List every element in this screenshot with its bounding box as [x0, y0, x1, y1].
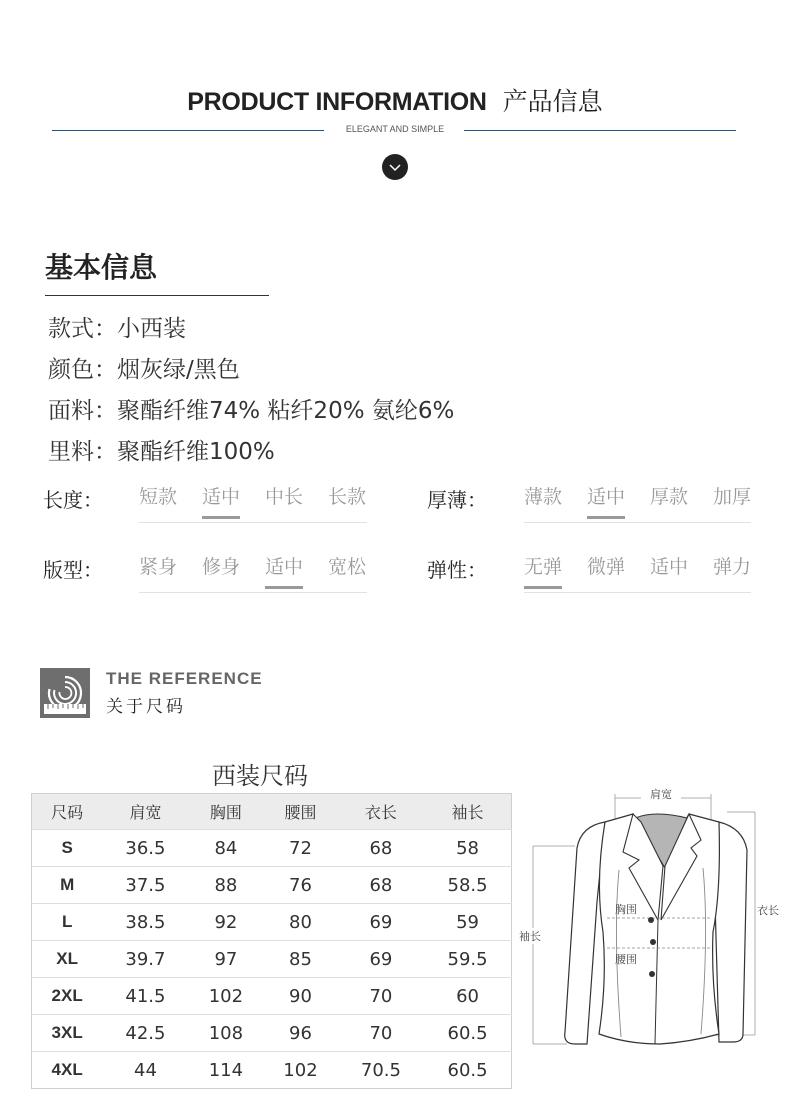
table-cell: 90	[263, 978, 338, 1015]
table-cell: 70	[338, 978, 424, 1015]
table-cell: 68	[338, 830, 424, 867]
table-cell: 41.5	[102, 978, 188, 1015]
table-header-row	[32, 794, 512, 830]
cell-size: 4XL	[32, 1052, 103, 1089]
table-cell: 58	[424, 830, 511, 867]
elasticity-option: 微弹	[587, 556, 626, 578]
elasticity-label: 弹性：	[427, 558, 487, 582]
table-cell: 70.5	[338, 1052, 424, 1089]
cell-size: M	[32, 867, 103, 904]
table-cell: 92	[189, 904, 264, 941]
table-cell: 39.7	[102, 941, 188, 978]
table-row	[32, 1052, 512, 1089]
table-cell: 84	[189, 830, 264, 867]
page-title	[0, 82, 790, 118]
length-option: 中长	[265, 486, 304, 508]
table-cell: 102	[189, 978, 264, 1015]
chest-label: 胸围	[615, 903, 637, 916]
waist-label: 腰围	[615, 953, 637, 966]
thickness-options	[524, 482, 751, 523]
header-waist: 腰围	[263, 794, 338, 830]
table-cell: 44	[102, 1052, 188, 1089]
size-table	[31, 793, 512, 1089]
cell-size: L	[32, 904, 103, 941]
table-row	[32, 904, 512, 941]
cell-size: XL	[32, 941, 103, 978]
table-cell: 58.5	[424, 867, 511, 904]
table-cell: 97	[189, 941, 264, 978]
length-option: 适中	[202, 482, 240, 509]
header-length: 衣长	[338, 794, 424, 830]
thickness-label: 厚薄：	[427, 488, 487, 512]
fit-option: 紧身	[139, 556, 178, 578]
table-cell: 88	[189, 867, 264, 904]
table-row	[32, 1015, 512, 1052]
length-option: 长款	[328, 486, 367, 508]
table-cell: 68	[338, 867, 424, 904]
header-size: 尺码	[32, 794, 103, 830]
table-cell: 37.5	[102, 867, 188, 904]
fit-option: 宽松	[328, 556, 367, 578]
elasticity-option: 适中	[650, 556, 689, 578]
table-cell: 114	[189, 1052, 264, 1089]
table-row	[32, 830, 512, 867]
table-cell: 80	[263, 904, 338, 941]
table-cell: 85	[263, 941, 338, 978]
title-en: PRODUCT INFORMATION	[187, 88, 487, 116]
cell-size: S	[32, 830, 103, 867]
table-row	[32, 867, 512, 904]
header-sleeve: 袖长	[424, 794, 511, 830]
table-cell: 59.5	[424, 941, 511, 978]
table-cell: 38.5	[102, 904, 188, 941]
table-cell: 36.5	[102, 830, 188, 867]
header-chest: 胸围	[189, 794, 264, 830]
table-cell: 72	[263, 830, 338, 867]
table-cell: 69	[338, 904, 424, 941]
reference-title-zh: 关于尺码	[106, 697, 186, 717]
table-cell: 59	[424, 904, 511, 941]
thickness-option: 薄款	[524, 486, 563, 508]
table-cell: 60.5	[424, 1052, 511, 1089]
thickness-option: 适中	[587, 482, 625, 509]
table-row	[32, 941, 512, 978]
table-cell: 42.5	[102, 1015, 188, 1052]
thickness-option: 厚款	[650, 486, 689, 508]
jacket-measurement-diagram	[515, 782, 780, 1052]
basic-info-title: 基本信息	[45, 251, 158, 284]
tape-measure-icon	[40, 668, 90, 718]
fit-option: 修身	[202, 556, 241, 578]
length-options	[139, 482, 367, 523]
elasticity-options	[524, 552, 751, 593]
table-cell: 76	[263, 867, 338, 904]
table-cell: 96	[263, 1015, 338, 1052]
fit-option: 适中	[265, 552, 303, 579]
info-fabric: 面料：聚酯纤维74% 粘纤20% 氨纶6%	[48, 398, 455, 424]
table-row	[32, 978, 512, 1015]
thickness-option: 加厚	[713, 486, 752, 508]
length-option: 短款	[139, 486, 178, 508]
title-zh: 产品信息	[502, 87, 603, 116]
table-cell: 60	[424, 978, 511, 1015]
cell-size: 3XL	[32, 1015, 103, 1052]
cell-size: 2XL	[32, 978, 103, 1015]
basic-info-underline	[45, 295, 269, 296]
length-label: 衣长	[757, 904, 779, 917]
table-cell: 70	[338, 1015, 424, 1052]
reference-title-en: THE REFERENCE	[106, 669, 263, 688]
header-shoulder: 肩宽	[102, 794, 188, 830]
subtitle: ELEGANT AND SIMPLE	[345, 124, 445, 134]
fit-label: 版型：	[43, 558, 103, 582]
table-cell: 102	[263, 1052, 338, 1089]
info-style: 款式：小西装	[48, 316, 186, 342]
table-cell: 60.5	[424, 1015, 511, 1052]
size-table-title: 西装尺码	[212, 762, 308, 790]
length-label: 长度：	[43, 488, 103, 512]
elasticity-option: 无弹	[524, 552, 562, 579]
fit-options	[139, 552, 367, 593]
table-cell: 69	[338, 941, 424, 978]
info-lining: 里料：聚酯纤维100%	[48, 439, 275, 465]
sleeve-label: 袖长	[519, 930, 541, 943]
shoulder-label: 肩宽	[650, 788, 672, 801]
elasticity-option: 弹力	[713, 556, 752, 578]
chevron-down-icon	[382, 154, 408, 180]
info-color: 颜色：烟灰绿/黑色	[48, 357, 240, 383]
table-cell: 108	[189, 1015, 264, 1052]
